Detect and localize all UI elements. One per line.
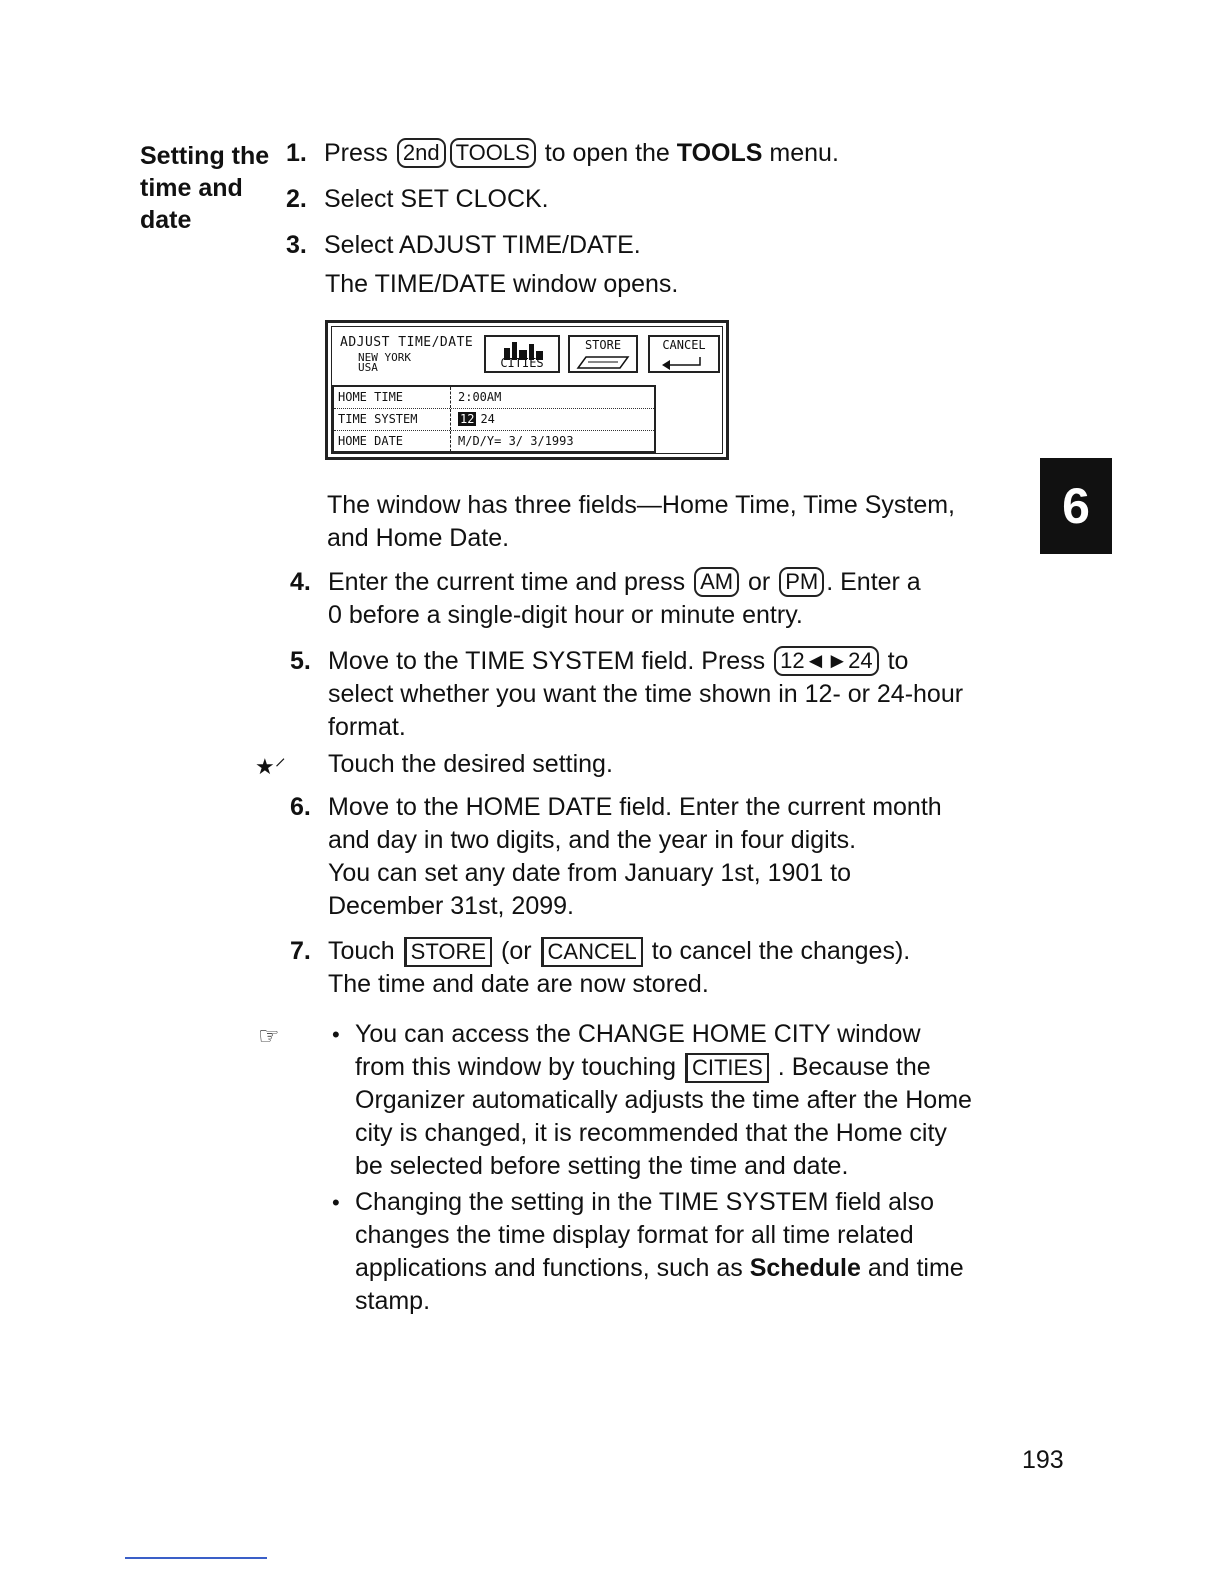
key-am: AM — [694, 567, 739, 597]
key-pm: PM — [779, 567, 824, 597]
chapter-tab: 6 — [1040, 458, 1112, 554]
note-hand-icon: ☞ — [258, 1023, 280, 1050]
note-bullet-2: Changing the setting in the TIME SYSTEM field also changes the time display format for all time related applications and functions, such as Schedule and time stamp. — [355, 1188, 964, 1315]
key-12-24: 12◄►24 — [774, 646, 879, 676]
step-4: 4. Enter the current time and press AM or PM . Enter a 0 before a single-digit hour or minute entry. — [290, 568, 921, 629]
save-card-icon — [570, 354, 636, 370]
step-2: 2. Select SET CLOCK. — [286, 185, 549, 213]
cities-button[interactable]: CITIES — [484, 335, 560, 373]
home-time-row[interactable]: HOME TIME 2:00AM — [334, 387, 654, 409]
home-city: NEW YORK USA — [358, 351, 411, 374]
store-button[interactable]: STORE — [568, 335, 638, 373]
page-number: 193 — [1022, 1446, 1064, 1474]
step-7: 7. Touch STORE (or CANCEL to cancel the changes). The time and date are now stored. — [290, 937, 911, 998]
cities-softkey: CITIES — [685, 1053, 769, 1083]
bottom-rule — [125, 1557, 267, 1559]
note-bullet-1: You can access the CHANGE HOME CITY window from this window by touching CITIES . Because the Organizer automatically adjusts the time after the Home city is changed, it is recommended that the Home city be selected before setting the time and date. — [355, 1020, 972, 1180]
option-24[interactable]: 24 — [480, 412, 495, 426]
step-3-note: The TIME/DATE window opens. — [325, 270, 679, 298]
section-heading: Setting the time and date — [140, 142, 270, 234]
step-5: 5. Move to the TIME SYSTEM field. Press 12◄►24 to select whether you want the time shown in 12- or 24-hour format. — [290, 647, 964, 741]
step-3: 3. Select ADJUST TIME/DATE. — [286, 231, 641, 259]
step-6: 6. Move to the HOME DATE field. Enter the current month and day in two digits, and the year in four digits. You can set any date from January 1st, 1901 to December 31st, 2099. — [290, 793, 942, 920]
key-2nd: 2nd — [397, 138, 446, 168]
bullet-icon: • — [332, 1190, 340, 1215]
step-1: 1. Press 2nd TOOLS to open the TOOLS menu. — [286, 139, 839, 167]
touch-note: Touch the desired setting. — [328, 750, 613, 778]
home-date-row[interactable]: HOME DATE M/D/Y= 3/ 3/1993 — [334, 431, 654, 452]
time-system-row[interactable]: TIME SYSTEM 12 24 — [334, 409, 654, 431]
time-date-window-screenshot — [325, 320, 729, 460]
store-softkey: STORE — [404, 937, 492, 967]
selected-12-option[interactable]: 12 — [460, 412, 475, 426]
cancel-softkey: CANCEL — [541, 937, 643, 967]
return-arrow-icon — [650, 354, 718, 370]
cancel-button[interactable]: CANCEL — [648, 335, 720, 373]
touch-star-icon: ★⸍ — [255, 754, 286, 779]
window-title: ADJUST TIME/DATE — [340, 335, 474, 350]
bullet-icon: • — [332, 1022, 340, 1047]
fields-description: The window has three fields—Home Time, Time System, and Home Date. — [327, 491, 956, 552]
settings-table — [332, 385, 656, 453]
key-tools: TOOLS — [450, 138, 536, 168]
